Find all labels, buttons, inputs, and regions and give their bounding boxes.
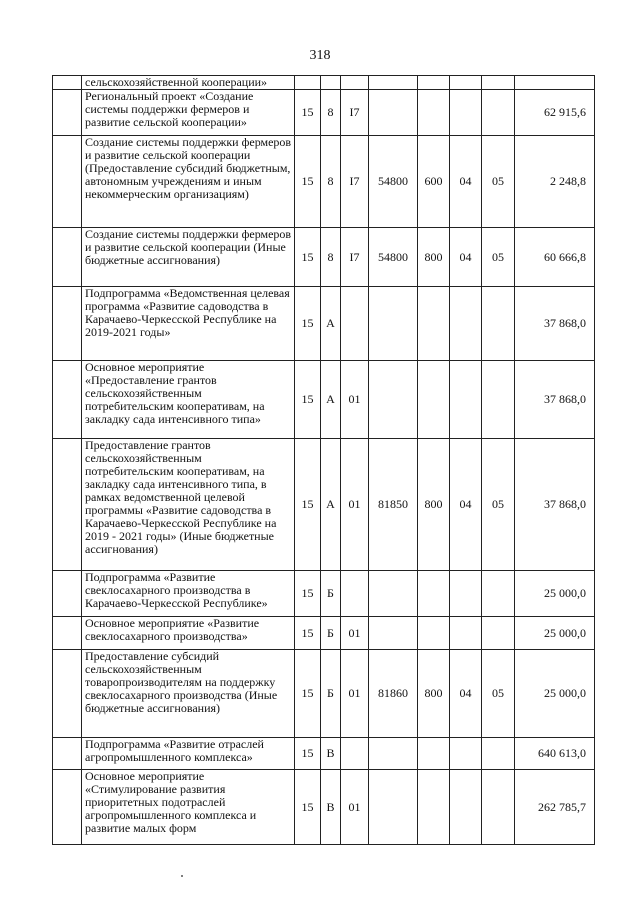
cell-code-7 (482, 361, 515, 439)
cell-code-1: 15 (295, 738, 321, 770)
cell-code-1: 15 (295, 439, 321, 571)
cell-code-7: 05 (482, 650, 515, 738)
cell-code-1: 15 (295, 228, 321, 287)
cell-blank (53, 617, 82, 650)
cell-code-1: 15 (295, 90, 321, 136)
cell-code-5 (418, 770, 450, 845)
cell-code-6 (450, 76, 482, 90)
cell-code-6 (450, 361, 482, 439)
cell-name: Основное мероприятие «Стимулирование развития приоритетных подотраслей агропромышленного комплекса и развитие малых форм (82, 770, 295, 845)
cell-code-3 (341, 76, 369, 90)
cell-code-5 (418, 571, 450, 617)
cell-name: Предоставление грантов сельскохозяйственным потребительским кооперативам, на закладку сада интенсивного типа, в рамках ведомственной целевой программы «Развитие садоводства в Карачаево-Черкесской Республике на 2019 - 2021 годы» (Иные бюджетные ассигнования) (82, 439, 295, 571)
cell-code-7 (482, 571, 515, 617)
cell-code-3 (341, 287, 369, 361)
cell-code-6 (450, 617, 482, 650)
cell-code-1: 15 (295, 287, 321, 361)
cell-code-5 (418, 738, 450, 770)
cell-code-5: 800 (418, 650, 450, 738)
cell-code-4 (369, 571, 418, 617)
cell-code-3 (341, 571, 369, 617)
cell-code-7 (482, 738, 515, 770)
cell-code-3: 01 (341, 650, 369, 738)
cell-name: сельскохозяйственной кооперации» (82, 76, 295, 90)
cell-code-2: Б (321, 650, 341, 738)
cell-code-4 (369, 361, 418, 439)
table-row (53, 617, 595, 650)
cell-blank (53, 136, 82, 228)
cell-sum: 37 868,0 (515, 287, 595, 361)
cell-code-4 (369, 738, 418, 770)
cell-code-6: 04 (450, 228, 482, 287)
cell-code-3: 01 (341, 617, 369, 650)
cell-name: Основное мероприятие «Развитие свеклосахарного производства» (82, 617, 295, 650)
cell-code-6: 04 (450, 136, 482, 228)
cell-sum: 640 613,0 (515, 738, 595, 770)
cell-sum: 25 000,0 (515, 571, 595, 617)
budget-table (52, 75, 595, 845)
table-row (53, 439, 595, 571)
cell-code-7 (482, 287, 515, 361)
cell-code-6 (450, 287, 482, 361)
cell-code-3: 01 (341, 439, 369, 571)
cell-blank (53, 228, 82, 287)
cell-code-6 (450, 90, 482, 136)
cell-code-1: 15 (295, 136, 321, 228)
table-row (53, 650, 595, 738)
cell-code-6 (450, 770, 482, 845)
cell-name: Основное мероприятие «Предоставление грантов сельскохозяйственным потребительским кооперативам, на закладку сада интенсивного типа» (82, 361, 295, 439)
cell-sum: 62 915,6 (515, 90, 595, 136)
cell-code-3: I7 (341, 228, 369, 287)
cell-code-1: 15 (295, 770, 321, 845)
cell-sum: 262 785,7 (515, 770, 595, 845)
cell-code-6: 04 (450, 650, 482, 738)
cell-code-2: А (321, 439, 341, 571)
table-row (53, 361, 595, 439)
page-number: 318 (309, 48, 331, 63)
table-row (53, 571, 595, 617)
cell-code-2: 8 (321, 228, 341, 287)
cell-code-3: I7 (341, 90, 369, 136)
cell-blank (53, 361, 82, 439)
cell-sum: 37 868,0 (515, 439, 595, 571)
cell-code-3: I7 (341, 136, 369, 228)
cell-code-2: А (321, 361, 341, 439)
cell-code-1: 15 (295, 650, 321, 738)
cell-code-4 (369, 76, 418, 90)
cell-code-7: 05 (482, 136, 515, 228)
cell-code-1: 15 (295, 617, 321, 650)
cell-code-4 (369, 770, 418, 845)
cell-code-4 (369, 617, 418, 650)
cell-code-7 (482, 770, 515, 845)
cell-code-1: 15 (295, 361, 321, 439)
cell-code-6 (450, 571, 482, 617)
cell-code-4: 81850 (369, 439, 418, 571)
cell-code-4: 81860 (369, 650, 418, 738)
cell-code-4 (369, 90, 418, 136)
cell-sum: 25 000,0 (515, 650, 595, 738)
cell-name: Подпрограмма «Развитие свеклосахарного производства в Карачаево-Черкесской Республике» (82, 571, 295, 617)
cell-sum (515, 76, 595, 90)
cell-code-2: В (321, 770, 341, 845)
table-row (53, 136, 595, 228)
cell-blank (53, 287, 82, 361)
table-row (53, 90, 595, 136)
table-row (53, 76, 595, 90)
cell-code-7: 05 (482, 439, 515, 571)
cell-code-4: 54800 (369, 228, 418, 287)
cell-blank (53, 439, 82, 571)
cell-code-5 (418, 361, 450, 439)
cell-code-2: В (321, 738, 341, 770)
cell-code-5 (418, 76, 450, 90)
cell-code-3: 01 (341, 770, 369, 845)
cell-blank (53, 76, 82, 90)
cell-name: Предоставление субсидий сельскохозяйственным товаропроизводителям на поддержку свеклосахарного производства (Иные бюджетные ассигнования) (82, 650, 295, 738)
cell-code-2 (321, 76, 341, 90)
table-row (53, 770, 595, 845)
cell-name: Создание системы поддержки фермеров и развитие сельской кооперации (Иные бюджетные ассигнования) (82, 228, 295, 287)
cell-blank (53, 650, 82, 738)
cell-blank (53, 90, 82, 136)
table-row (53, 287, 595, 361)
cell-code-6: 04 (450, 439, 482, 571)
cell-code-6 (450, 738, 482, 770)
cell-name: Создание системы поддержки фермеров и развитие сельской кооперации (Предоставление субсидий бюджетным, автономным учреждениям и иным некоммерческим организациям) (82, 136, 295, 228)
cell-code-5 (418, 617, 450, 650)
cell-code-7 (482, 90, 515, 136)
table-row (53, 738, 595, 770)
cell-blank (53, 738, 82, 770)
cell-code-1: 15 (295, 571, 321, 617)
cell-name: Подпрограмма «Ведомственная целевая программа «Развитие садоводства в Карачаево-Черкесской Республике на 2019-2021 годы» (82, 287, 295, 361)
cell-sum: 60 666,8 (515, 228, 595, 287)
cell-code-3 (341, 738, 369, 770)
cell-code-5 (418, 287, 450, 361)
cell-code-3: 01 (341, 361, 369, 439)
cell-code-2: А (321, 287, 341, 361)
cell-blank (53, 770, 82, 845)
cell-code-4 (369, 287, 418, 361)
cell-code-2: Б (321, 617, 341, 650)
cell-code-5: 600 (418, 136, 450, 228)
cell-sum: 37 868,0 (515, 361, 595, 439)
cell-name: Подпрограмма «Развитие отраслей агропромышленного комплекса» (82, 738, 295, 770)
cell-code-7: 05 (482, 228, 515, 287)
cell-code-7 (482, 617, 515, 650)
cell-code-5 (418, 90, 450, 136)
cell-code-2: 8 (321, 136, 341, 228)
scan-speck (181, 875, 183, 877)
cell-code-2: 8 (321, 90, 341, 136)
table-row (53, 228, 595, 287)
cell-code-7 (482, 76, 515, 90)
cell-code-5: 800 (418, 439, 450, 571)
cell-sum: 25 000,0 (515, 617, 595, 650)
cell-sum: 2 248,8 (515, 136, 595, 228)
cell-code-1 (295, 76, 321, 90)
cell-code-4: 54800 (369, 136, 418, 228)
cell-name: Региональный проект «Создание системы поддержки фермеров и развитие сельской кооперации» (82, 90, 295, 136)
cell-code-5: 800 (418, 228, 450, 287)
cell-code-2: Б (321, 571, 341, 617)
cell-blank (53, 571, 82, 617)
